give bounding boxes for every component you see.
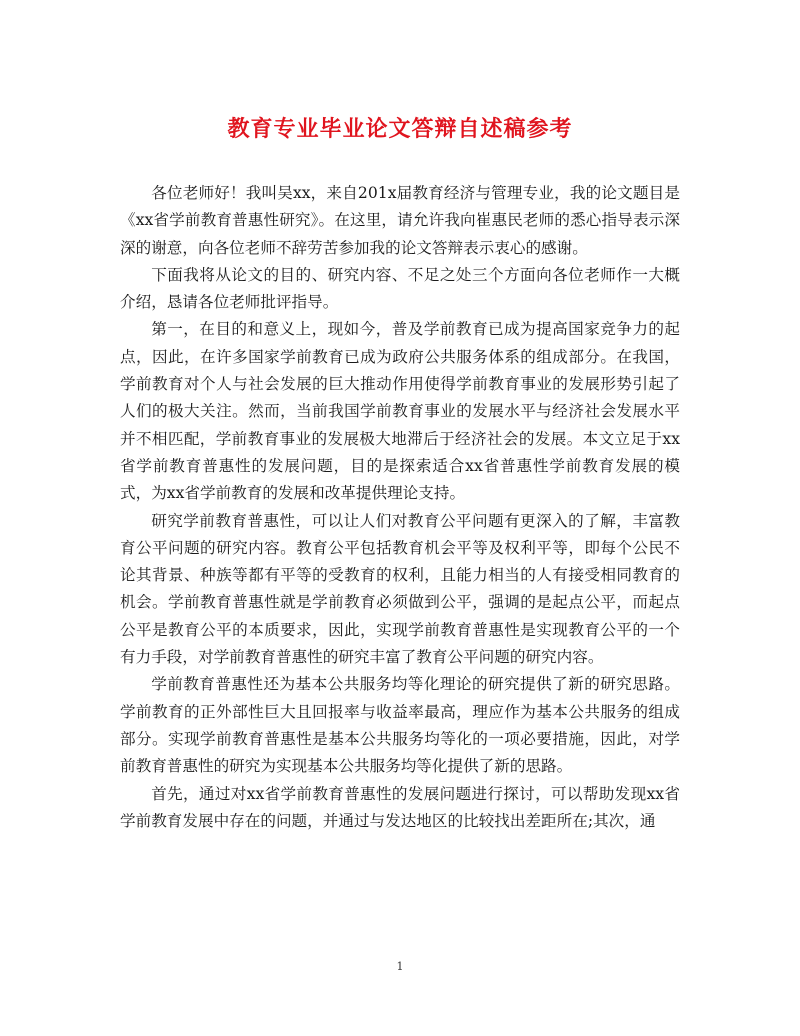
paragraph-equity: 研究学前教育普惠性，可以让人们对教育公平问题有更深入的了解，丰富教育公平问题的研究内容。教育公平包括教育机会平等及权利平等，即每个公民不论其背景、种族等都有平等的受教育的权利，且能力相当的人有接受相同教育的机会。学前教育普惠性就是学前教育必须做到公平，强调的是起点公平，而起点公平是教育公平的本质要求，因此，实现学前教育普惠性是实现教育公平的一个有力手段，对学前教育普惠性的研究丰富了教育公平问题的研究内容。	[120, 511, 680, 667]
document-body	[120, 180, 680, 835]
paragraph-purpose: 第一，在目的和意义上，现如今，普及学前教育已成为提高国家竞争力的起点，因此，在许多国家学前教育已成为政府公共服务体系的组成部分。在我国，学前教育对个人与社会发展的巨大推动作用使得学前教育事业的发展形势引起了人们的极大关注。然而，当前我国学前教育事业的发展水平与经济社会发展水平并不相匹配，学前教育事业的发展极大地滞后于经济社会的发展。本文立足于xx省学前教育普惠性的发展问题，目的是探索适合xx省普惠性学前教育发展的模式，为xx省学前教育的发展和改革提供理论支持。	[120, 320, 680, 503]
paragraph-first: 首先，通过对xx省学前教育普惠性的发展问题进行探讨，可以帮助发现xx省学前教育发展中存在的问题，并通过与发达地区的比较找出差距所在;其次，通	[120, 784, 680, 830]
paragraph-overview: 下面我将从论文的目的、研究内容、不足之处三个方面向各位老师作一大概介绍，恳请各位老师批评指导。	[120, 265, 680, 312]
paragraph-public-service: 学前教育普惠性还为基本公共服务均等化理论的研究提供了新的研究思路。学前教育的正外部性巨大且回报率与收益率最高，理应作为基本公共服务的组成部分。实现学前教育普惠性是基本公共服务均等化的一项必要措施，因此，对学前教育普惠性的研究为实现基本公共服务均等化提供了新的思路。	[120, 675, 680, 776]
page-number: 1	[396, 960, 404, 973]
document-title: 教育专业毕业论文答辩自述稿参考	[227, 116, 573, 142]
paragraph-greeting: 各位老师好！我叫吴xx，来自201x届教育经济与管理专业，我的论文题目是《xx省学前教育普惠性研究》。在这里，请允许我向崔惠民老师的悉心指导表示深深的谢意，向各位老师不辞劳苦参加我的论文答辩表示衷心的感谢。	[120, 184, 680, 257]
